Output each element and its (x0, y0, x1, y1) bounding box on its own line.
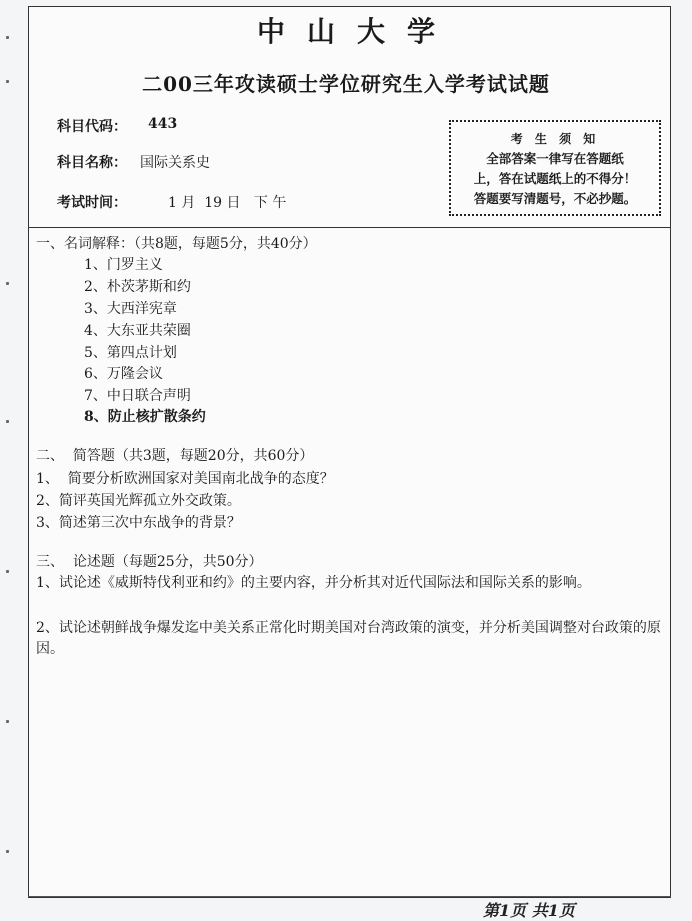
binding-hole-mark (6, 570, 9, 573)
subject-code-value: 443 (148, 116, 178, 132)
footer-divider (28, 896, 671, 897)
notice-title: 考 生 须 知 (510, 132, 600, 146)
section-2-item: 2、简评英国光辉孤立外交政策。 (36, 493, 241, 509)
section-2-item: 3、简述第三次中东战争的背景？ (36, 515, 241, 531)
section-1-item: 4、大东亚共荣圈 (84, 323, 191, 339)
section-2-heading: 二、 简答题（共3题，每题20分，共60分） (36, 448, 314, 464)
binding-hole-mark (6, 720, 9, 723)
section-1-item: 3、大西洋宪章 (84, 301, 177, 317)
notice-line: 答题要写清题号，不必抄题。 (473, 191, 637, 206)
section-1-item: 1、门罗主义 (84, 257, 163, 273)
page-number-handwritten: 第1页 共1页 (483, 901, 575, 920)
section-1-item: 6、万隆会议 (84, 366, 163, 382)
exam-time-label: 考试时间： (57, 195, 127, 211)
university-name: 中山大学 (256, 15, 457, 48)
header-divider (28, 227, 671, 228)
exam-title: 二00三年攻读硕士学位研究生入学考试试题 (142, 72, 550, 96)
section-1-heading: 一、名词解释：（共8题，每题5分，共40分） (36, 236, 317, 252)
section-1-item: 5、第四点计划 (84, 345, 177, 361)
binding-hole-mark (6, 850, 9, 853)
subject-code-label: 科目代码： (57, 119, 127, 135)
notice-line: 上，答在试题纸上的不得分！ (473, 171, 637, 186)
candidate-notice-box (449, 120, 661, 216)
subject-name-label: 科目名称： (57, 155, 127, 171)
section-1-item: 8、防止核扩散条约 (84, 409, 206, 425)
section-3-item: 2、试论述朝鲜战争爆发迄中美关系正常化时期美国对台湾政策的演变，并分析美国调整对台政策的原因。 (36, 620, 661, 657)
section-3-item: 1、试论述《威斯特伐利亚和约》的主要内容，并分析其对近代国际法和国际关系的影响。 (36, 575, 591, 591)
binding-hole-mark (6, 282, 9, 285)
section-2-item: 1、 简要分析欧洲国家对美国南北战争的态度？ (36, 471, 334, 487)
section-3-heading: 三、 论述题（每题25分，共50分） (36, 554, 263, 570)
section-1-item: 2、朴茨茅斯和约 (84, 279, 191, 295)
subject-name-value: 国际关系史 (140, 155, 210, 171)
section-1-item: 7、中日联合声明 (84, 388, 191, 404)
notice-line: 全部答案一律写在答题纸 (486, 151, 624, 166)
binding-hole-mark (6, 420, 9, 423)
exam-time-value: 1 月 19 日 下 午 (168, 195, 287, 211)
